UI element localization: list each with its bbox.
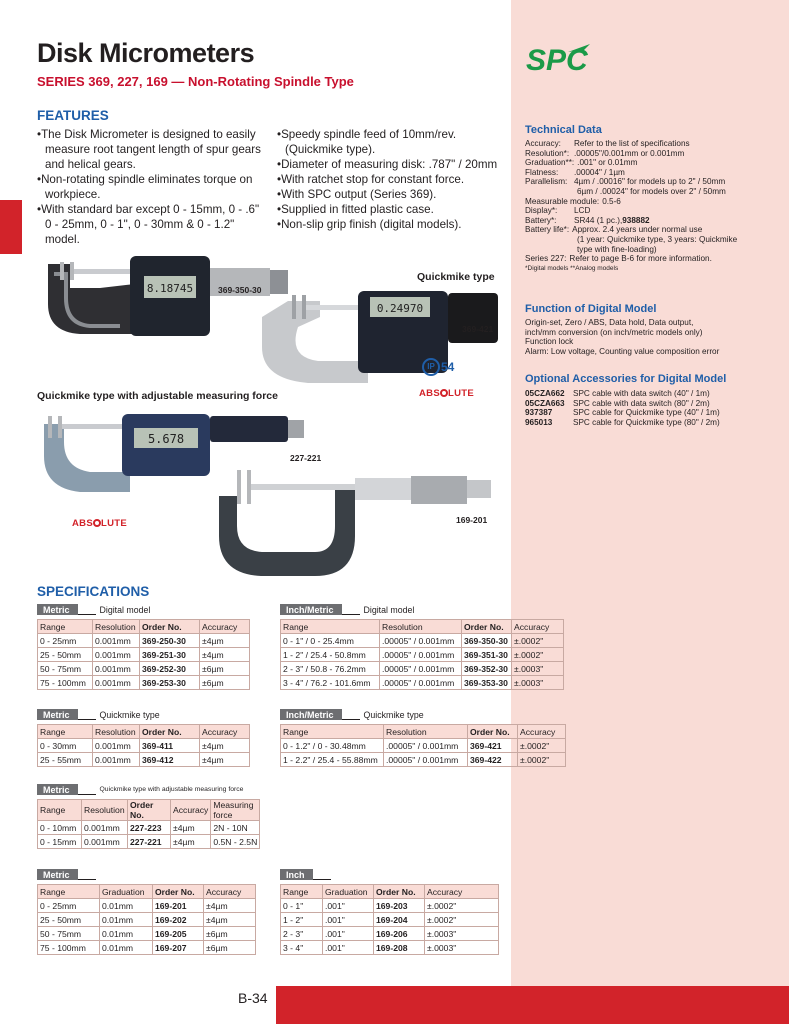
digital-function-heading: Function of Digital Model [525, 303, 657, 315]
table-row [281, 662, 564, 676]
table-cell: 0.01mm [100, 941, 153, 955]
table-badge-metric-adjustable [37, 784, 243, 795]
technical-key: Graduation**: [525, 158, 575, 168]
table-cell: .001" [323, 941, 374, 955]
technical-value: 4µm / .00016" for models up to 2" / 50mm [574, 177, 726, 187]
feature-item: • With standard bar except 0 - 15mm, 0 - .6" 0 - 25mm, 0 - 1", 0 - 30mm & 0 - 1.2" model. [37, 202, 265, 247]
table-cell: 169-208 [374, 941, 425, 955]
spec-table-inch-analog [280, 884, 499, 955]
table-cell: ±4µm [204, 913, 256, 927]
absolute-logo-text-b: LUTE [447, 388, 474, 399]
table-cell: 2 - 3" / 50.8 - 76.2mm [281, 662, 380, 676]
table-row [38, 676, 250, 690]
table-cell: 25 - 50mm [38, 648, 93, 662]
technical-value: 0.5-6 [602, 196, 621, 206]
badge-tag: Metric [37, 869, 78, 880]
table-header-row [281, 885, 499, 899]
table-cell: 0.001mm [93, 739, 140, 753]
feature-item: • With SPC output (Series 369). [277, 187, 505, 202]
table-cell: 169-206 [374, 927, 425, 941]
table-cell: ±4µm [200, 648, 250, 662]
table-cell: 75 - 100mm [38, 676, 93, 690]
ip-logo-ring: IP [422, 358, 440, 376]
column-header: Resolution [93, 725, 140, 739]
table-cell: 369-353-30 [462, 676, 512, 690]
accessory-item [525, 418, 720, 428]
spec-table-metric-digital [37, 619, 250, 690]
table-header-row [281, 725, 566, 739]
table-cell: ±.0002" [518, 753, 566, 767]
footer-bar [276, 986, 789, 1024]
technical-row [525, 216, 780, 226]
feature-item: • Speedy spindle feed of 10mm/rev. (Quickmike type). [277, 127, 505, 157]
technical-key: Parallelism: [525, 177, 568, 187]
accessory-desc: SPC cable for Quickmike type (80" / 2m) [573, 417, 720, 427]
technical-value: (1 year: Quickmike type, 3 years: Quickmike [577, 234, 738, 244]
technical-data-list [525, 139, 780, 273]
table-cell: 369-250-30 [140, 634, 200, 648]
technical-key: Battery*: [525, 215, 557, 225]
technical-row [525, 187, 780, 197]
table-row [38, 899, 256, 913]
table-cell: ±4µm [200, 739, 250, 753]
table-row [38, 634, 250, 648]
table-header-row [38, 800, 260, 821]
column-header: Accuracy [518, 725, 566, 739]
column-header: Graduation [323, 885, 374, 899]
table-cell: .001" [323, 913, 374, 927]
table-cell: ±4µm [200, 753, 250, 767]
technical-key [525, 235, 574, 245]
table-cell: ±.0003" [425, 927, 499, 941]
technical-value: 6µm / .00024" for models over 2" / 50mm [577, 186, 726, 196]
table-cell: 227-221 [128, 835, 171, 849]
function-line: inch/mm conversion (on inch/metric models only) [525, 327, 703, 337]
table-badge-inch-metric-digital [280, 604, 414, 615]
table-cell: ±4µm [200, 634, 250, 648]
technical-row [525, 168, 780, 178]
table-row [38, 941, 256, 955]
table-row [281, 648, 564, 662]
column-header: Range [281, 725, 384, 739]
column-header: Measuring force [211, 800, 260, 821]
technical-value: Approx. 2.4 years under normal use [572, 225, 703, 235]
column-header: Order No. [140, 725, 200, 739]
table-cell: ±.0003" [425, 941, 499, 955]
table-cell: 25 - 55mm [38, 753, 93, 767]
table-row [281, 676, 564, 690]
accessory-code: 05CZA662 [525, 389, 565, 398]
technical-value: LCD [574, 206, 591, 216]
table-cell: 0 - 15mm [38, 835, 82, 849]
table-cell: 169-207 [153, 941, 204, 955]
table-row [38, 835, 260, 849]
absolute-logo-o [93, 519, 101, 527]
section-tab-marker [0, 200, 22, 254]
table-cell: 369-350-30 [462, 634, 512, 648]
technical-key [525, 187, 574, 197]
table-cell: 0 - 1" / 0 - 25.4mm [281, 634, 380, 648]
technical-row [525, 225, 780, 235]
column-header: Resolution [82, 800, 128, 821]
table-cell: .00005" / 0.001mm [384, 739, 468, 753]
technical-value: .00005"/0.001mm or 0.001mm [574, 148, 685, 158]
absolute-logo [419, 388, 474, 399]
table-cell: ±4µm [204, 899, 256, 913]
technical-key: Accuracy: [525, 139, 561, 148]
table-cell: ±4µm [171, 821, 211, 835]
accessory-item [525, 389, 720, 399]
table-cell: .00005" / 0.001mm [384, 753, 468, 767]
table-row [281, 739, 566, 753]
lcd-readout: 5.678 [147, 432, 185, 446]
badge-tag: Metric [37, 604, 78, 615]
feature-item: • Diameter of measuring disk: .787" / 20mm [277, 157, 505, 172]
technical-value: type with fine-loading) [577, 244, 657, 254]
table-cell: 0.001mm [93, 648, 140, 662]
table-cell: 169-204 [374, 913, 425, 927]
table-cell: 0 - 1.2" / 0 - 30.48mm [281, 739, 384, 753]
features-list-left [37, 127, 265, 247]
column-header: Order No. [128, 800, 171, 821]
table-cell: ±.0003" [512, 676, 564, 690]
accessory-code: 937387 [525, 408, 553, 418]
micrometer-photo-369-350-30 [40, 254, 290, 346]
table-cell: .001" [323, 927, 374, 941]
table-cell: 2 - 3" [281, 927, 323, 941]
badge-desc: Digital model [363, 604, 415, 615]
table-cell: ±4µm [171, 835, 211, 849]
table-cell: 169-202 [153, 913, 204, 927]
table-cell: 0.01mm [100, 913, 153, 927]
table-cell: 369-351-30 [462, 648, 512, 662]
absolute-logo-text-a: ABS [419, 388, 440, 399]
technical-key: Flatness: [525, 167, 559, 177]
technical-row [525, 177, 780, 187]
battery-order-no: 938882 [622, 215, 650, 225]
table-row [281, 941, 499, 955]
table-cell: 0 - 25mm [38, 634, 93, 648]
table-header-row [281, 620, 564, 634]
table-cell: 0 - 25mm [38, 899, 100, 913]
table-badge-metric-digital [37, 604, 150, 615]
badge-tag: Inch/Metric [280, 604, 342, 615]
table-cell: 3 - 4" / 76.2 - 101.6mm [281, 676, 380, 690]
function-line: Function lock [525, 337, 574, 347]
digital-function-list [525, 318, 719, 356]
features-list-right [277, 127, 505, 232]
technical-row [525, 254, 780, 264]
table-cell: .00005" / 0.001mm [380, 648, 462, 662]
ip-logo-number: 54 [441, 360, 455, 374]
photo-label: 369-421 [462, 324, 494, 334]
spc-logo-text: SPC [526, 44, 588, 77]
table-cell: 169-205 [153, 927, 204, 941]
spec-table-inch-metric-digital [280, 619, 564, 690]
column-header: Accuracy [200, 725, 250, 739]
badge-desc: Digital model [99, 604, 151, 615]
table-cell: ±.0002" [512, 648, 564, 662]
table-cell: 369-252-30 [140, 662, 200, 676]
badge-desc: Quickmike type with adjustable measuring force [99, 786, 244, 793]
technical-data-heading: Technical Data [525, 124, 602, 136]
lcd-readout: 0.24970 [376, 302, 424, 315]
technical-key: Series 227: [525, 254, 567, 264]
absolute-logo-o [440, 389, 448, 397]
technical-value: Refer to the list of specifications [574, 139, 690, 148]
table-cell: 369-253-30 [140, 676, 200, 690]
table-cell: ±.0002" [518, 739, 566, 753]
table-cell: 0 - 1" [281, 899, 323, 913]
column-header: Resolution [384, 725, 468, 739]
column-header: Range [38, 725, 93, 739]
table-cell: 50 - 75mm [38, 927, 100, 941]
table-row [38, 648, 250, 662]
technical-key: Resolution*: [525, 148, 570, 158]
spec-table-inch-metric-quickmike [280, 724, 566, 767]
table-cell: 50 - 75mm [38, 662, 93, 676]
feature-item: • Non-rotating spindle eliminates torque on workpiece. [37, 172, 265, 202]
table-cell: 0.001mm [93, 634, 140, 648]
table-cell: 0.5N - 2.5N [211, 835, 260, 849]
column-header: Accuracy [204, 885, 256, 899]
table-cell: .00005" / 0.001mm [380, 662, 462, 676]
column-header: Accuracy [171, 800, 211, 821]
features-heading: FEATURES [37, 108, 109, 123]
absolute-logo-text-a: ABS [72, 518, 93, 529]
feature-item: • With ratchet stop for constant force. [277, 172, 505, 187]
table-cell: 369-411 [140, 739, 200, 753]
accessory-item [525, 399, 720, 409]
table-row [281, 927, 499, 941]
badge-desc: Quickmike type [99, 709, 160, 720]
badge-tag: Inch [280, 869, 313, 880]
badge-tag: Metric [37, 784, 78, 795]
accessory-desc: SPC cable with data switch (40" / 1m) [573, 389, 710, 398]
table-cell: 0 - 10mm [38, 821, 82, 835]
table-row [281, 899, 499, 913]
table-cell: 0 - 30mm [38, 739, 93, 753]
column-header: Accuracy [425, 885, 499, 899]
table-cell: ±.0002" [425, 913, 499, 927]
table-header-row [38, 620, 250, 634]
table-row [38, 821, 260, 835]
technical-value: Refer to page B-6 for more information. [569, 254, 712, 264]
accessory-code: 05CZA663 [525, 398, 565, 408]
table-badge-metric-analog [37, 869, 96, 880]
column-header: Order No. [153, 885, 204, 899]
technical-value: SR44 (1 pc.), [574, 215, 623, 225]
photo-label: 169-201 [456, 515, 488, 525]
table-cell: 169-201 [153, 899, 204, 913]
absolute-logo-text-b: LUTE [100, 518, 127, 529]
table-row [38, 927, 256, 941]
micrometer-photo-169-201 [215, 466, 495, 578]
table-badge-inch-analog [280, 869, 331, 880]
column-header: Range [38, 620, 93, 634]
column-header: Order No. [468, 725, 518, 739]
column-header: Resolution [93, 620, 140, 634]
table-cell: 0.001mm [82, 821, 128, 835]
table-cell: 0.001mm [93, 753, 140, 767]
table-cell: 0.01mm [100, 899, 153, 913]
accessory-desc: SPC cable for Quickmike type (40" / 1m) [573, 408, 720, 418]
table-row [281, 634, 564, 648]
table-cell: 369-251-30 [140, 648, 200, 662]
technical-key [525, 245, 574, 255]
table-cell: 369-412 [140, 753, 200, 767]
column-header: Order No. [374, 885, 425, 899]
column-header: Range [281, 620, 380, 634]
page-title: Disk Micrometers [37, 38, 255, 68]
table-cell: ±6µm [204, 927, 256, 941]
column-header: Range [281, 885, 323, 899]
spec-table-metric-adjustable [37, 799, 260, 849]
table-badge-inch-metric-quickmike [280, 709, 424, 720]
technical-value: .001" or 0.01mm [577, 158, 638, 168]
lcd-readout: 8.18745 [146, 282, 194, 295]
table-cell: 1 - 2" [281, 913, 323, 927]
technical-row [525, 197, 780, 207]
table-cell: 1 - 2" / 25.4 - 50.8mm [281, 648, 380, 662]
technical-key: Battery life*: [525, 225, 570, 235]
ip54-logo [422, 358, 454, 376]
column-header: Accuracy [512, 620, 564, 634]
feature-item: • Non-slip grip finish (digital models). [277, 217, 505, 232]
technical-row [525, 149, 780, 159]
table-row [38, 739, 250, 753]
table-cell: ±.0002" [425, 899, 499, 913]
accessory-code: 965013 [525, 417, 553, 427]
table-badge-metric-quickmike [37, 709, 160, 720]
feature-item: • Supplied in fitted plastic case. [277, 202, 505, 217]
table-cell: 169-203 [374, 899, 425, 913]
technical-value: .00004" / 1µm [574, 167, 625, 177]
table-cell: 227-223 [128, 821, 171, 835]
spc-logo [524, 38, 594, 78]
column-header: Accuracy [200, 620, 250, 634]
technical-row [525, 206, 780, 216]
table-cell: 3 - 4" [281, 941, 323, 955]
accessories-heading: Optional Accessories for Digital Model [525, 373, 727, 385]
technical-row [525, 158, 780, 168]
table-cell: ±6µm [204, 941, 256, 955]
table-header-row [38, 725, 250, 739]
column-header: Range [38, 800, 82, 821]
table-cell: 0.001mm [93, 662, 140, 676]
table-cell: 369-352-30 [462, 662, 512, 676]
table-cell: .00005" / 0.001mm [380, 634, 462, 648]
table-header-row [38, 885, 256, 899]
table-cell: ±6µm [200, 676, 250, 690]
photo-label: 369-350-30 [218, 285, 262, 295]
photo-label: 227-221 [290, 453, 322, 463]
technical-row [525, 139, 780, 149]
table-cell: 369-421 [468, 739, 518, 753]
table-row [38, 913, 256, 927]
specifications-heading: SPECIFICATIONS [37, 584, 150, 599]
table-cell: 1 - 2.2" / 25.4 - 55.88mm [281, 753, 384, 767]
photo-caption-quickmike: Quickmike type [417, 271, 495, 283]
feature-item: • The Disk Micrometer is designed to easily measure root tangent length of spur gears and helical gears. [37, 127, 265, 172]
table-cell: 0.01mm [100, 927, 153, 941]
page-subtitle: SERIES 369, 227, 169 — Non-Rotating Spindle Type [37, 74, 354, 89]
table-cell: 369-422 [468, 753, 518, 767]
column-header: Order No. [140, 620, 200, 634]
accessory-item [525, 408, 720, 418]
absolute-logo [72, 518, 127, 529]
table-cell: 0.001mm [82, 835, 128, 849]
technical-key: Display*: [525, 206, 558, 216]
micrometer-photo-369-421 [258, 287, 508, 385]
table-cell: ±.0003" [512, 662, 564, 676]
column-header: Graduation [100, 885, 153, 899]
function-line: Alarm: Low voltage, Counting value composition error [525, 346, 720, 356]
technical-key: Measurable module: [525, 196, 600, 206]
table-cell: 25 - 50mm [38, 913, 100, 927]
table-row [281, 753, 566, 767]
table-row [38, 662, 250, 676]
badge-tag: Inch/Metric [280, 709, 342, 720]
column-header: Range [38, 885, 100, 899]
page-number: B-34 [238, 990, 268, 1006]
column-header: Resolution [380, 620, 462, 634]
spec-table-metric-analog [37, 884, 256, 955]
badge-desc: Quickmike type [363, 709, 424, 720]
table-cell: .001" [323, 899, 374, 913]
table-cell: .00005" / 0.001mm [380, 676, 462, 690]
badge-tag: Metric [37, 709, 78, 720]
table-cell: ±.0002" [512, 634, 564, 648]
accessories-list [525, 389, 720, 427]
column-header: Order No. [462, 620, 512, 634]
table-row [281, 913, 499, 927]
table-cell: ±6µm [200, 662, 250, 676]
table-cell: 75 - 100mm [38, 941, 100, 955]
technical-row [525, 235, 780, 245]
function-line: Origin-set, Zero / ABS, Data hold, Data output, [525, 318, 694, 327]
spec-table-metric-quickmike [37, 724, 250, 767]
accessory-desc: SPC cable with data switch (80" / 2m) [573, 398, 710, 408]
technical-row [525, 245, 780, 255]
table-cell: 2N - 10N [211, 821, 260, 835]
table-row [38, 753, 250, 767]
table-cell: 0.001mm [93, 676, 140, 690]
photo-caption-adjustable: Quickmike type with adjustable measuring force [37, 390, 278, 402]
technical-note: *Digital models **Analog models [525, 264, 619, 272]
